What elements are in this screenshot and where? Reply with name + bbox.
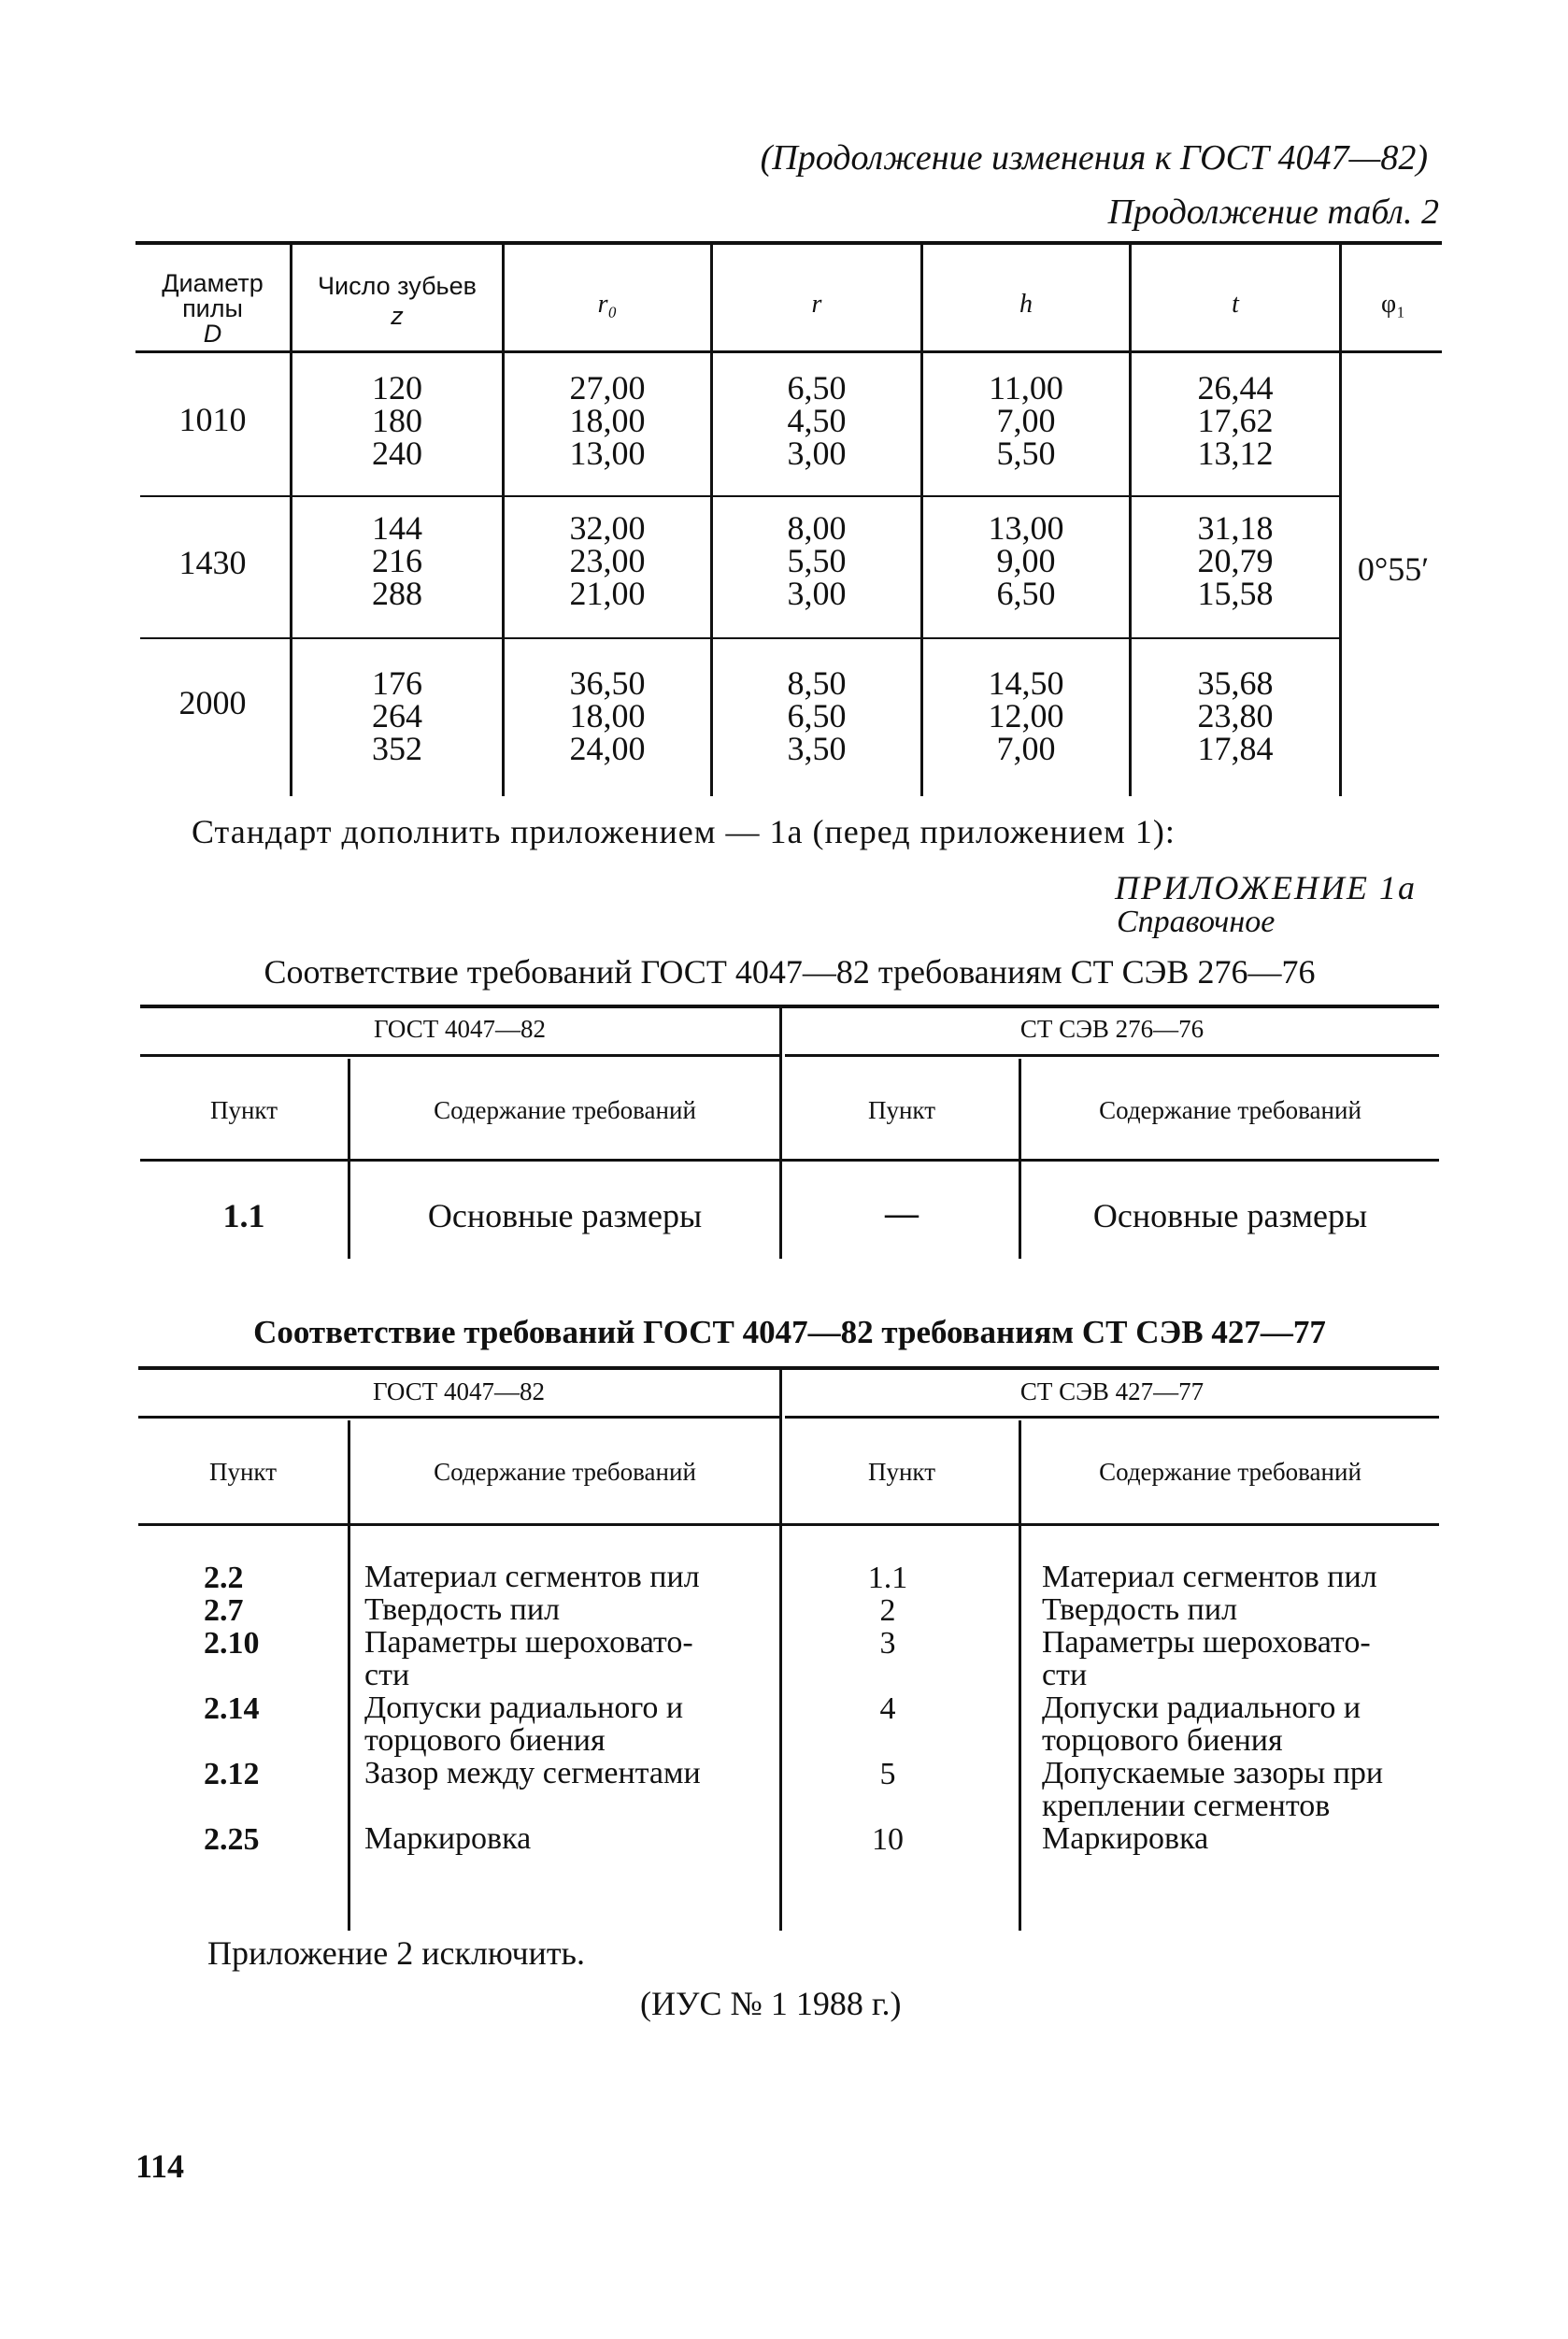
r-values: 8,50 6,50 3,50 [787, 664, 847, 767]
header-t: t [1232, 290, 1239, 319]
row-point: 10 [872, 1822, 904, 1857]
row-point: 2.14 [204, 1691, 260, 1726]
row-content: Допуски радиального и торцового биения [1042, 1690, 1361, 1758]
table-b-divider [779, 1370, 782, 1931]
table-b-divider [1019, 1420, 1021, 1931]
row-point: 2.2 [204, 1561, 244, 1595]
h-values: 11,00 7,00 5,50 [989, 369, 1063, 472]
table-a-group-rule [140, 1054, 779, 1057]
table-a-divider [779, 1008, 782, 1259]
diameter-value: 1430 [178, 544, 247, 581]
table-2-top-rule [135, 241, 1442, 245]
r-values: 6,50 4,50 3,00 [787, 369, 847, 472]
row-content: Основные размеры [427, 1197, 703, 1234]
teeth-values: 144 216 288 [372, 509, 422, 612]
row-point: 4 [879, 1691, 896, 1726]
table-b-divider [348, 1420, 350, 1931]
r0-values: 32,00 23,00 21,00 [569, 509, 646, 612]
continuation-note: (Продолжение изменения к ГОСТ 4047—82) [760, 138, 1428, 178]
row-content: Допускаемые зазоры при креплении сегментов [1042, 1756, 1384, 1823]
row-point: 2 [879, 1593, 896, 1628]
teeth-values: 120 180 240 [372, 369, 422, 472]
row-point: 2.12 [204, 1757, 260, 1791]
group-rule [140, 637, 290, 639]
group-rule [292, 495, 1339, 497]
header-h: h [1019, 290, 1033, 319]
row-point: 2.10 [204, 1626, 260, 1661]
row-point: 1.1 [222, 1197, 265, 1234]
row-content: Параметры шероховато- сти [364, 1625, 693, 1692]
supplement-text: Стандарт дополнить приложением — 1а (перед приложением 1): [192, 813, 1176, 850]
diameter-value: 1010 [178, 401, 247, 438]
t-values: 26,44 17,62 13,12 [1197, 369, 1274, 472]
table-b-header-rule [138, 1523, 1439, 1526]
row-content: Допуски радиального и торцового биения [364, 1690, 684, 1758]
row-point: 3 [879, 1626, 896, 1661]
exclude-note: Приложение 2 исключить. [207, 1934, 585, 1972]
header-phi: φ₁ [1381, 290, 1405, 319]
table-b-group-rule [785, 1416, 1439, 1419]
table-a-top-rule [140, 1005, 1439, 1008]
row-content: Зазор между сегментами [364, 1756, 701, 1790]
table-b-top-rule [138, 1366, 1439, 1370]
table-b-col-content: Содержание требований [434, 1458, 696, 1486]
phi-value: 0°55′ [1357, 550, 1430, 588]
table-continuation-label: Продолжение табл. 2 [1107, 193, 1439, 232]
r0-values: 36,50 18,00 24,00 [569, 664, 646, 767]
table-a-left-group: ГОСТ 4047—82 [373, 1015, 547, 1043]
appendix-title: ПРИЛОЖЕНИЕ 1а [1115, 869, 1417, 906]
row-content: Твердость пил [364, 1592, 561, 1627]
table-a-col-point: Пункт [867, 1096, 935, 1124]
h-values: 13,00 9,00 6,50 [988, 509, 1064, 612]
row-content: Твердость пил [1042, 1592, 1238, 1627]
page-number: 114 [135, 2147, 185, 2185]
table-a-col-content: Содержание требований [1099, 1096, 1361, 1124]
table-b-col-point: Пункт [208, 1458, 277, 1486]
row-content: Материал сегментов пил [1042, 1560, 1377, 1594]
header-diameter: Диаметр пилы D [162, 269, 264, 348]
h-values: 14,50 12,00 7,00 [988, 664, 1064, 767]
group-rule [140, 495, 290, 497]
r0-values: 27,00 18,00 13,00 [569, 369, 646, 472]
table-2-divider [1339, 245, 1342, 796]
table-b-col-point: Пункт [867, 1458, 935, 1486]
table-a-header-rule [140, 1159, 1439, 1162]
table-a-group-rule [785, 1054, 1439, 1057]
row-point: 5 [879, 1757, 896, 1791]
table-b-right-group: СТ СЭВ 427—77 [1019, 1377, 1205, 1405]
header-r0: r₀ [597, 290, 618, 319]
r-values: 8,00 5,50 3,00 [787, 509, 847, 612]
row-content: Маркировка [1042, 1821, 1209, 1856]
row-point: 2.7 [204, 1593, 244, 1628]
table-a-caption: Соответствие требований ГОСТ 4047—82 требованиям СТ СЭВ 276—76 [264, 953, 1316, 991]
table-a-right-group: СТ СЭВ 276—76 [1019, 1015, 1205, 1043]
row-content: Основные размеры [1092, 1197, 1368, 1234]
table-b-left-group: ГОСТ 4047—82 [372, 1377, 546, 1405]
t-values: 31,18 20,79 15,58 [1197, 509, 1274, 612]
row-content: Материал сегментов пил [364, 1560, 700, 1594]
table-2-header-rule [135, 350, 1442, 353]
appendix-subtitle: Справочное [1117, 905, 1276, 939]
t-values: 35,68 23,80 17,84 [1197, 664, 1274, 767]
table-b-caption: Соответствие требований ГОСТ 4047—82 требованиям СТ СЭВ 427—77 [253, 1314, 1326, 1350]
header-teeth: Число зубьев z [318, 272, 477, 330]
header-r: r [811, 290, 822, 319]
group-rule [292, 637, 1339, 639]
table-a-col-content: Содержание требований [434, 1096, 696, 1124]
row-point: 2.25 [204, 1822, 260, 1857]
ius-reference: (ИУС № 1 1988 г.) [640, 1985, 902, 2022]
table-b-group-rule [138, 1416, 779, 1419]
row-point: — [885, 1194, 919, 1232]
table-b-col-content: Содержание требований [1099, 1458, 1361, 1486]
diameter-value: 2000 [178, 684, 247, 721]
row-content: Маркировка [364, 1821, 532, 1856]
row-point: 1.1 [867, 1561, 908, 1595]
teeth-values: 176 264 352 [372, 664, 422, 767]
row-content: Параметры шероховато- сти [1042, 1625, 1371, 1692]
table-a-col-point: Пункт [209, 1096, 278, 1124]
